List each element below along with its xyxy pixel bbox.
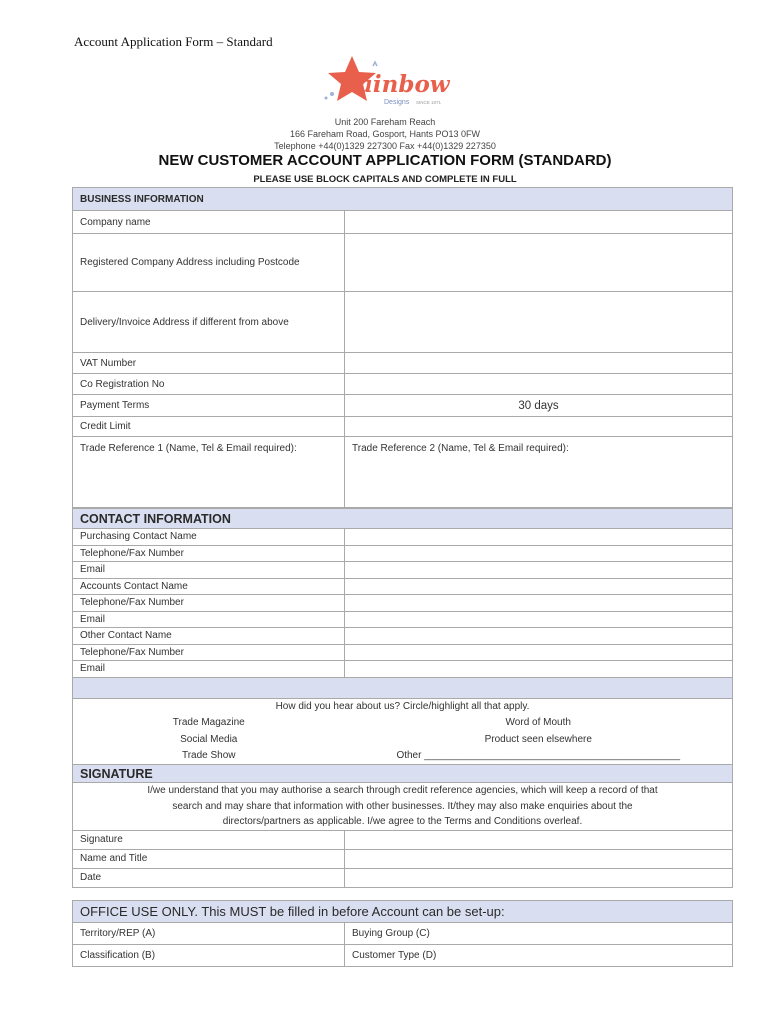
contact-row-field[interactable] [345,578,733,595]
signature-label: Signature [73,830,345,849]
buying-group-field[interactable]: Buying Group (C) [345,923,733,945]
delivery-address-field[interactable] [345,292,733,353]
payment-terms-label: Payment Terms [73,395,345,417]
trade-reference-2[interactable]: Trade Reference 2 (Name, Tel & Email required): [345,437,733,508]
registered-address-field[interactable] [345,234,733,292]
contact-row-label: Telephone/Fax Number [73,644,345,661]
company-name-field[interactable] [345,211,733,234]
trade-reference-1[interactable]: Trade Reference 1 (Name, Tel & Email required): [73,437,345,508]
svg-text:ainbow: ainbow [358,71,450,98]
svg-text:SINCE 1971: SINCE 1971 [416,100,442,105]
contact-row-field[interactable] [345,644,733,661]
territory-field[interactable]: Territory/REP (A) [73,923,345,945]
referral-option[interactable]: Social Media [73,731,345,748]
svg-text:Designs: Designs [384,99,410,106]
address-line-1: Unit 200 Fareham Reach [334,117,436,127]
contact-row-label: Telephone/Fax Number [73,595,345,612]
contact-row-field[interactable] [345,611,733,628]
signature-table [72,764,733,888]
signature-field[interactable] [345,830,733,849]
date-field[interactable] [345,868,733,887]
referral-question: How did you hear about us? Circle/highlight all that apply. [73,699,733,715]
customer-type-field[interactable]: Customer Type (D) [345,945,733,967]
signature-statement-line: search and may share that information with other businesses. It/they may also make enquiries about the [172,800,633,812]
vat-number-label: VAT Number [73,353,345,374]
contact-row-field[interactable] [345,628,733,645]
referral-source-table [72,698,733,765]
form-subtitle: PLEASE USE BLOCK CAPITALS AND COMPLETE IN FULL [253,174,517,185]
document-title: Account Application Form – Standard [74,34,273,49]
signature-statement-line: directors/partners as applicable. I/we agree to the Terms and Conditions overleaf. [222,816,583,827]
referral-option[interactable]: Trade Show [73,748,345,765]
vat-number-field[interactable] [345,353,733,374]
registered-address-label: Registered Company Address including Postcode [73,234,345,292]
business-info-heading: BUSINESS INFORMATION [73,188,733,211]
payment-terms-value[interactable]: 30 days [345,395,733,417]
date-label: Date [73,868,345,887]
signature-heading: SIGNATURE [73,765,733,783]
office-use-heading: OFFICE USE ONLY. This MUST be filled in before Account can be set-up: [73,901,733,923]
credit-limit-label: Credit Limit [73,417,345,437]
signature-statement-line: I/we understand that you may authorise a search through credit reference agencies, which will keep a record of that [147,785,658,796]
form-title: NEW CUSTOMER ACCOUNT APPLICATION FORM (STANDARD) [158,152,612,169]
contact-row-label: Email [73,562,345,579]
classification-field[interactable]: Classification (B) [73,945,345,967]
contact-row-field[interactable] [345,529,733,546]
co-reg-label: Co Registration No [73,374,345,395]
name-title-field[interactable] [345,849,733,868]
contact-row-field[interactable] [345,595,733,612]
office-use-table [72,900,733,967]
referral-option-other[interactable]: Other ______________________________________________ [345,748,733,765]
address-line-3: Telephone +44(0)1329 227300 Fax +44(0)1329 227350 [274,141,496,151]
delivery-address-label: Delivery/Invoice Address if different from above [73,292,345,353]
address-line-2: 166 Fareham Road, Gosport, Hants PO13 0FW [289,129,481,139]
contact-row-label: Telephone/Fax Number [73,545,345,562]
contact-row-field[interactable] [345,661,733,678]
contact-row-label: Email [73,661,345,678]
contact-row-label: Purchasing Contact Name [73,529,345,546]
company-name-label: Company name [73,211,345,234]
co-reg-field[interactable] [345,374,733,395]
rainbow-designs-logo [318,54,458,110]
referral-option[interactable]: Trade Magazine [73,715,345,732]
signature-statement [73,783,733,831]
contact-info-heading: CONTACT INFORMATION [73,509,733,529]
contact-info-table [72,508,733,699]
contact-row-field[interactable] [345,545,733,562]
contact-row-label: Other Contact Name [73,628,345,645]
referral-option[interactable]: Word of Mouth [345,715,733,732]
contact-row-field[interactable] [345,562,733,579]
contact-row-label: Accounts Contact Name [73,578,345,595]
name-title-label: Name and Title [73,849,345,868]
contact-row-label: Email [73,611,345,628]
blank-shaded-row [73,677,733,698]
referral-option[interactable]: Product seen elsewhere [345,731,733,748]
credit-limit-field[interactable] [345,417,733,437]
business-info-table [72,187,733,508]
